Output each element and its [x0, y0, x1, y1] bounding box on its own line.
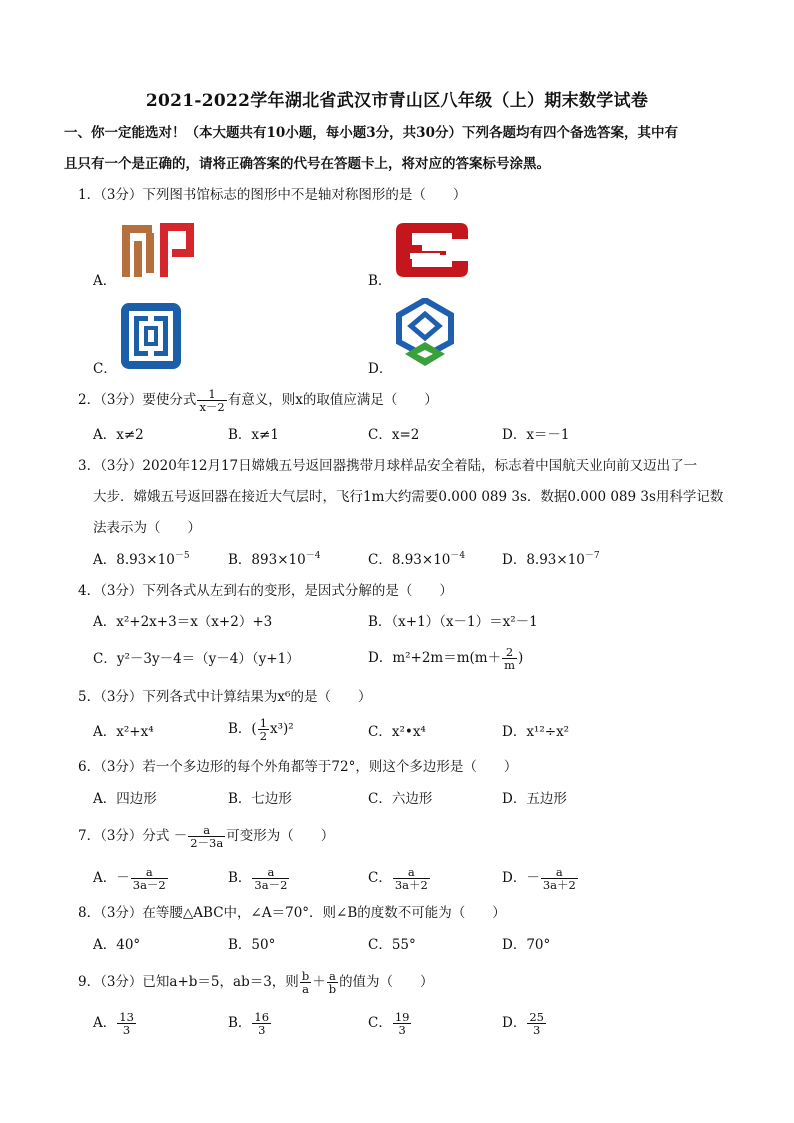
q7-frac-numerator: a [188, 824, 225, 837]
q7-stem-post: 可变形为（ ） [226, 828, 335, 844]
q4-option-d-pre: D．m²+2m＝m(m＋ [368, 650, 502, 666]
q3-stem-line1: 3．（3分）2020年12月17日嫦娥五号返回器携带月球样品安全着陆，标志着中国航天业向前又迈出了一 [78, 458, 698, 474]
q4-option-d-fraction [502, 646, 517, 671]
q9-option-b-denominator: 3 [258, 1023, 266, 1037]
q3-stem-line3: 法表示为（ ） [93, 520, 201, 536]
q5-option-b-fraction [258, 717, 269, 742]
q9-fraction-2 [327, 970, 338, 995]
q1-option-d-label: D． [368, 361, 393, 377]
q5-option-b-denominator: 2 [259, 729, 268, 743]
q7-option-b-denominator: 3a－2 [254, 878, 288, 892]
q7-frac-denominator: 2－3a [190, 836, 224, 850]
q9-option-d-denominator: 3 [532, 1023, 541, 1037]
logo-b-image [394, 219, 470, 281]
q9-option-d-label: D． [502, 1015, 527, 1031]
q9-option-c [368, 1011, 412, 1036]
logo-a-image [120, 219, 198, 281]
q3-option-d [502, 551, 600, 569]
q3-option-c-base: C．8.93×10 [368, 552, 451, 568]
q3-option-c-exponent: －4 [450, 551, 466, 561]
q3-option-d-base: D．8.93×10 [502, 552, 585, 568]
q1-option-c-label: C． [93, 361, 117, 377]
q3-option-d-exponent: －7 [584, 551, 600, 561]
q9-option-a-label: A． [93, 1015, 117, 1031]
q7-option-d [502, 866, 579, 891]
q9-frac2-numerator: a [327, 970, 338, 983]
page-title: 2021-2022学年湖北省武汉市青山区八年级（上）期末数学试卷 [145, 91, 649, 111]
q7-option-b-label: B． [228, 870, 252, 886]
q7-option-b-numerator: a [252, 866, 289, 879]
q7-option-c-denominator: 3a＋2 [394, 878, 428, 892]
q4-option-d-numerator: 2 [502, 646, 517, 659]
logo-d-image [395, 298, 455, 370]
q5-option-a: A．x²+x⁴ [93, 724, 154, 740]
q5-option-b-post: x³)² [270, 721, 294, 737]
q3-stem-line2: 大步．嫦娥五号返回器在接近大气层时，飞行1m大约需要0.000 089 3s．数据0.000 089 3s用科学记数 [93, 489, 724, 505]
q7-option-d-denominator: 3a＋2 [542, 878, 576, 892]
q9-option-d-fraction [527, 1011, 546, 1036]
q3-option-c [368, 551, 465, 569]
q2-option-a: A．x≠2 [93, 427, 144, 443]
section-instructions-line2: 且只有一个是正确的，请将正确答案的代号在答题卡上，将对应的答案标号涂黑。 [64, 156, 550, 172]
q8-option-c: C．55° [368, 937, 416, 953]
q7-option-c [368, 866, 431, 891]
q7-stem-pre: 7．（3分）分式 － [78, 828, 188, 844]
q9-option-c-numerator: 19 [394, 1010, 410, 1024]
q6-option-d: D．五边形 [502, 791, 567, 807]
q9-option-b-fraction [252, 1011, 271, 1036]
q7-option-a [93, 866, 169, 891]
q5-option-b [228, 717, 294, 742]
q5-option-b-numerator: 1 [259, 716, 268, 730]
q9-option-a [93, 1011, 137, 1036]
q9-plus: ＋ [312, 974, 326, 990]
q5-option-c: C．x²•x⁴ [368, 724, 426, 740]
q4-option-c: C．y²－3y－4＝（y－4）（y+1） [93, 651, 300, 667]
q7-option-a-fraction [131, 866, 168, 891]
q9-stem-pre: 9．（3分）已知a+b＝5，ab＝3，则 [78, 974, 299, 990]
q6-option-c: C．六边形 [368, 791, 433, 807]
q9-option-d [502, 1011, 547, 1036]
q2-stem-post: 有意义，则x的取值应满足（ ） [227, 392, 438, 408]
q9-option-a-fraction [117, 1011, 136, 1036]
q7-option-a-numerator: a [131, 866, 168, 879]
q7-fraction [188, 824, 225, 849]
q9-option-c-fraction [393, 1011, 412, 1036]
q7-option-c-label: C． [368, 870, 392, 886]
q9-option-a-denominator: 3 [122, 1023, 131, 1037]
q9-fraction-1 [300, 970, 311, 995]
q9-option-c-label: C． [368, 1015, 392, 1031]
q6-option-b: B．七边形 [228, 791, 292, 807]
q5-option-d: D．x¹²÷x² [502, 724, 570, 740]
q2-fraction [197, 388, 226, 413]
q3-option-b-exponent: －4 [305, 551, 321, 561]
q4-option-d-denominator: m [504, 658, 516, 672]
q1-stem: 1．（3分）下列图书馆标志的图形中不是轴对称图形的是（ ） [78, 187, 467, 203]
q9-option-d-numerator: 25 [529, 1010, 544, 1024]
section-instructions-line1: 一、你一定能选对！（本大题共有10小题，每小题3分，共30分）下列各题均有四个备选答案，其中有 [64, 125, 678, 141]
q5-stem: 5．（3分）下列各式中计算结果为x⁶的是（ ） [78, 689, 372, 705]
q8-option-a: A．40° [93, 937, 141, 953]
q2-frac-denominator: x－2 [199, 400, 225, 414]
q2-stem-pre: 2．（3分）要使分式 [78, 392, 197, 408]
q3-option-b [228, 551, 320, 569]
q7-option-a-denominator: 3a－2 [132, 878, 166, 892]
q4-option-d-post: ) [518, 650, 524, 666]
q2-frac-numerator: 1 [197, 388, 226, 401]
q1-option-a-label: A． [93, 273, 117, 289]
q7-option-c-fraction [393, 866, 430, 891]
q7-option-b [228, 866, 290, 891]
q1-option-b-label: B． [368, 273, 392, 289]
q3-option-a [93, 551, 190, 569]
q5-option-b-pre: B．( [228, 721, 257, 737]
q8-option-d: D．70° [502, 937, 551, 953]
q7-option-d-fraction [541, 866, 578, 891]
q9-frac1-numerator: b [301, 969, 310, 983]
q3-option-a-base: A．8.93×10 [93, 552, 175, 568]
q4-option-a: A．x²+2x+3＝x（x+2）+3 [93, 614, 273, 630]
q9-stem [78, 970, 434, 995]
q9-option-c-denominator: 3 [398, 1023, 406, 1037]
q6-stem: 6．（3分）若一个多边形的每个外角都等于72°，则这个多边形是（ ） [78, 759, 518, 775]
q7-stem [78, 824, 334, 849]
q8-stem: 8．（3分）在等腰△ABC中，∠A＝70°．则∠B的度数不可能为（ ） [78, 905, 506, 921]
q2-option-d: D．x＝－1 [502, 427, 570, 443]
q9-option-b [228, 1011, 272, 1036]
q2-stem [78, 388, 438, 413]
q4-option-b: B．（x+1）（x－1）＝x²－1 [368, 614, 538, 630]
q9-option-a-numerator: 13 [119, 1010, 134, 1024]
q6-option-a: A．四边形 [93, 791, 157, 807]
q9-option-b-label: B． [228, 1015, 252, 1031]
q8-option-b: B．50° [228, 937, 276, 953]
q4-option-d [368, 646, 523, 671]
q7-option-b-fraction [252, 866, 289, 891]
q7-option-d-numerator: a [541, 866, 578, 879]
q9-frac1-denominator: a [302, 982, 309, 996]
q9-frac2-denominator: b [328, 982, 337, 996]
q9-option-b-numerator: 16 [254, 1010, 270, 1024]
logo-c-image [120, 302, 182, 370]
q3-option-b-base: B．893×10 [228, 552, 306, 568]
q4-stem: 4．（3分）下列各式从左到右的变形，是因式分解的是（ ） [78, 583, 453, 599]
q7-option-d-label: D．－ [502, 870, 540, 886]
q3-option-a-exponent: －5 [174, 551, 190, 561]
q7-option-c-numerator: a [393, 866, 430, 879]
q2-option-c: C．x=2 [368, 427, 420, 443]
q7-option-a-label: A．－ [93, 870, 130, 886]
q2-option-b: B．x≠1 [228, 427, 279, 443]
q9-stem-post: 的值为（ ） [339, 974, 434, 990]
